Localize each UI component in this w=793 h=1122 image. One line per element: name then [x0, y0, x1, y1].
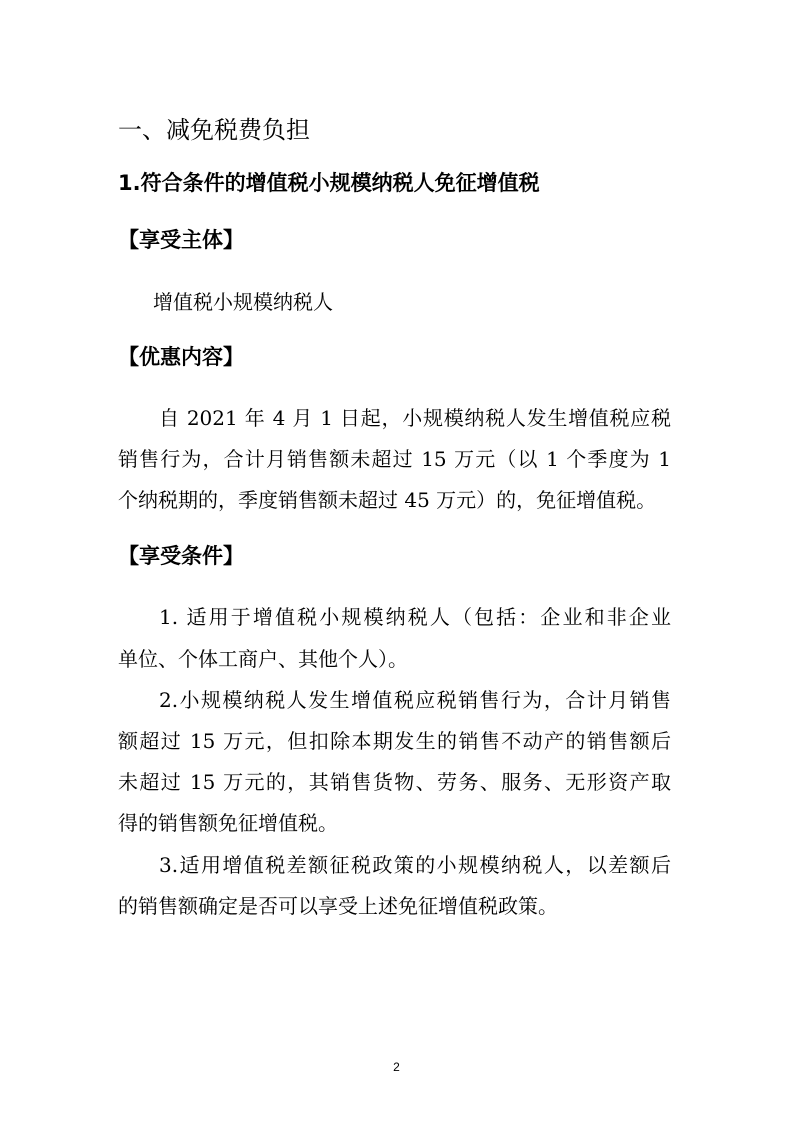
benefit-line-1: 自 2021 年 4 月 1 日起，小规模纳税人发生增值税应税 [159, 406, 671, 430]
condition-line-6: 得的销售额免征增值税。 [118, 811, 338, 835]
section-label-conditions: 【享受条件】 [118, 544, 244, 568]
condition-line-3: 2.小规模纳税人发生增值税应税销售行为，合计月销售 [159, 688, 671, 712]
heading-level1: 一、减免税费负担 [118, 116, 310, 144]
condition-line-2: 单位、个体工商户、其他个人）。 [118, 647, 408, 671]
condition-line-4: 额超过 15 万元，但扣除本期发生的销售不动产的销售额后 [118, 729, 671, 753]
benefit-line-3: 个纳税期的，季度销售额未超过 45 万元）的，免征增值税。 [118, 488, 657, 512]
section-label-benefit: 【优惠内容】 [118, 345, 244, 369]
condition-line-7: 3.适用增值税差额征税政策的小规模纳税人，以差额后 [159, 853, 671, 877]
condition-line-8: 的销售额确定是否可以享受上述免征增值税政策。 [118, 894, 558, 918]
section-label-beneficiary: 【享受主体】 [118, 228, 244, 252]
heading-level2: 1.符合条件的增值税小规模纳税人免征增值税 [118, 171, 540, 195]
beneficiary-body: 增值税小规模纳税人 [153, 290, 333, 314]
condition-line-1: 1. 适用于增值税小规模纳税人（包括：企业和非企业 [159, 605, 671, 629]
benefit-line-2: 销售行为，合计月销售额未超过 15 万元（以 1 个季度为 1 [118, 447, 671, 471]
condition-line-5: 未超过 15 万元的，其销售货物、劳务、服务、无形资产取 [118, 770, 671, 794]
page-number: 2 [393, 1060, 400, 1074]
